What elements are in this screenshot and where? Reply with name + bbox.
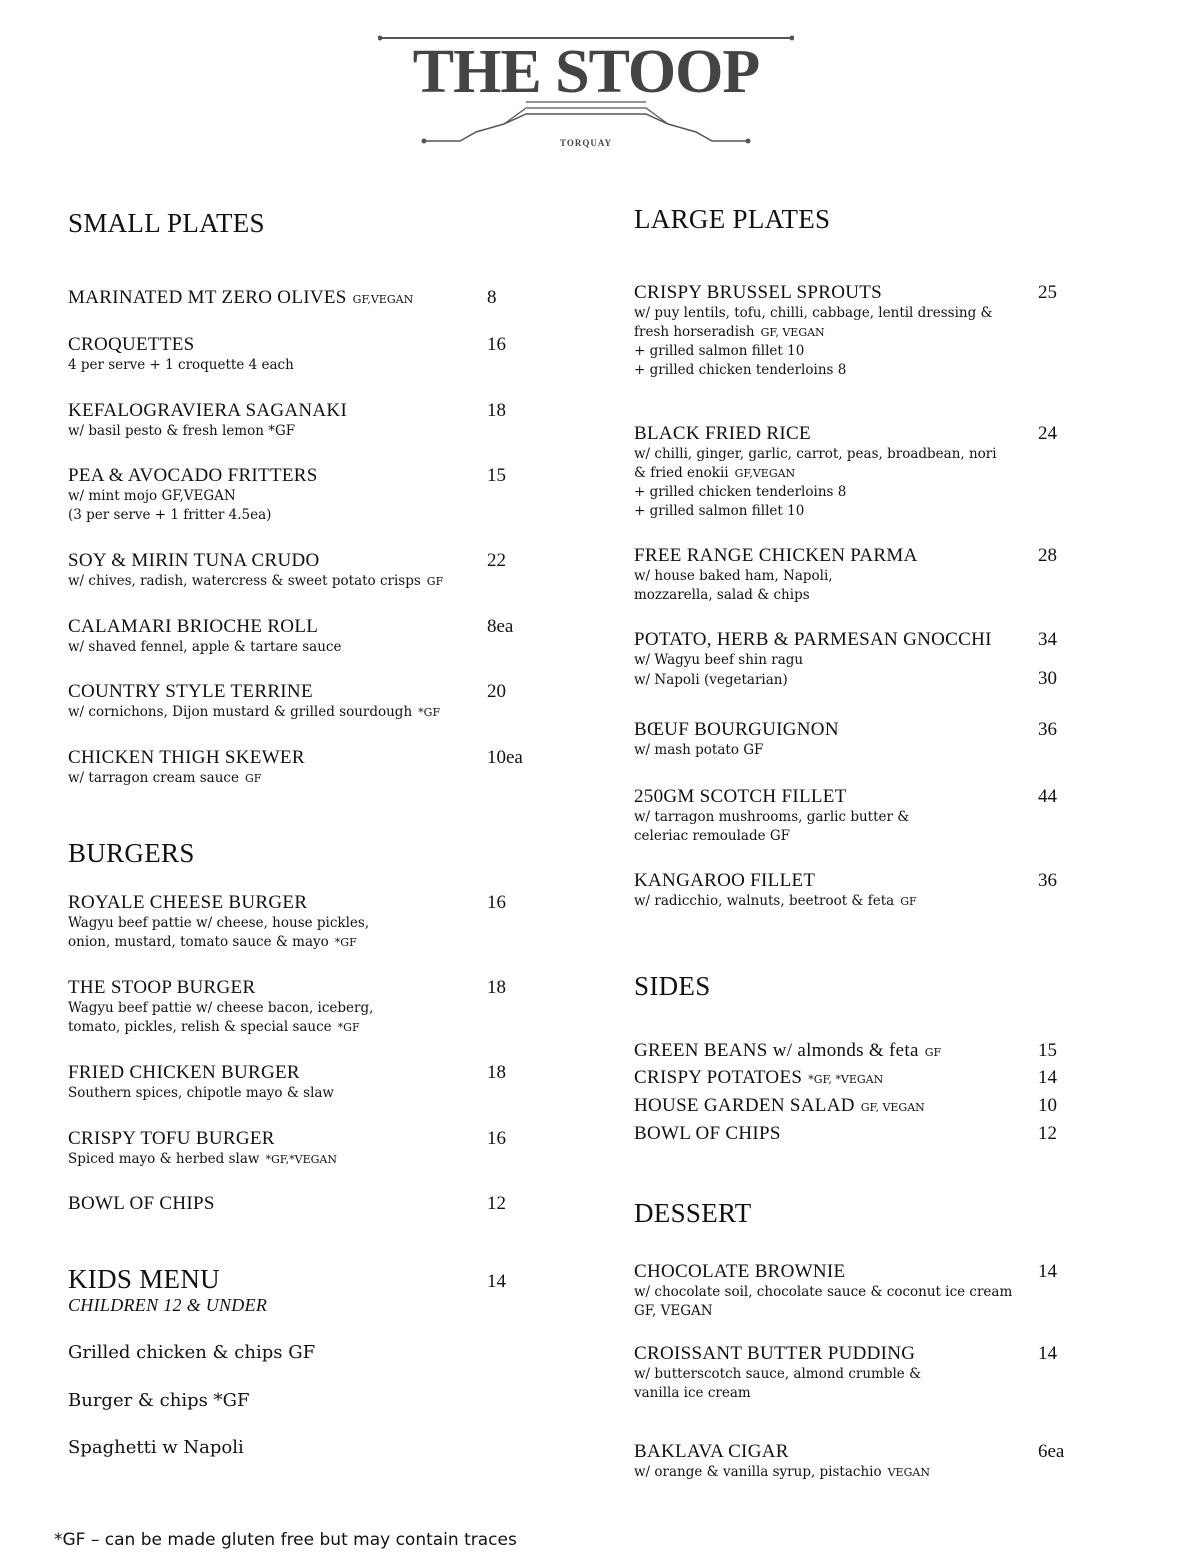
- menu-item: [68, 977, 628, 1037]
- menu-item-description: [634, 567, 1182, 586]
- menu-item-name: [634, 1343, 1182, 1365]
- menu-item-description: [68, 1084, 628, 1103]
- description-text: Wagyu beef pattie w/ cheese, house pickles,: [68, 915, 370, 931]
- description-text: & fried enokii: [634, 465, 729, 481]
- dietary-tag: *GF,*VEGAN: [265, 1153, 337, 1166]
- dietary-tag: GF, VEGAN: [860, 1101, 925, 1114]
- menu-item-name: [68, 747, 628, 769]
- menu-item: [634, 629, 1182, 689]
- description-text: fresh horseradish: [634, 324, 755, 340]
- menu-item-description: [68, 572, 628, 591]
- description-text: w/ house baked ham, Napoli,: [634, 568, 833, 584]
- menu-item: [68, 550, 628, 591]
- description-text: celeriac remoulade GF: [634, 828, 791, 844]
- menu-item-title: CHICKEN THIGH SKEWER: [68, 747, 305, 768]
- menu-item-name: [68, 1062, 628, 1084]
- menu-item-title: ROYALE CHEESE BURGER: [68, 892, 308, 913]
- menu-item-title: BOWL OF CHIPS: [68, 1193, 215, 1214]
- menu-item-description: [68, 1150, 628, 1169]
- menu-item: [634, 719, 1182, 760]
- menu-item-title: CRISPY POTATOES: [634, 1067, 803, 1088]
- menu-item: [68, 1128, 628, 1169]
- menu-item: [634, 282, 1182, 380]
- menu-item: [634, 870, 1182, 911]
- menu-item-title: CROISSANT BUTTER PUDDING: [634, 1343, 916, 1364]
- menu-item: [68, 892, 628, 952]
- menu-item-price: 44: [1038, 786, 1057, 807]
- menu-item-name: [68, 977, 628, 999]
- burgers-heading: BURGERS: [68, 838, 195, 868]
- menu-item-title: FRIED CHICKEN BURGER: [68, 1062, 300, 1083]
- menu-item-title: KEFALOGRAVIERA SAGANAKI: [68, 400, 348, 421]
- description-text: w/ chilli, ginger, garlic, carrot, peas, broadbean, nori: [634, 446, 997, 462]
- menu-item-title: SOY & MIRIN TUNA CRUDO: [68, 550, 320, 571]
- large-plates-heading: LARGE PLATES: [634, 204, 831, 234]
- dietary-tag: *GF, *VEGAN: [808, 1073, 884, 1086]
- menu-item-description: [634, 586, 1182, 605]
- menu-item-description: [68, 914, 628, 933]
- menu-item-price: 25: [1038, 282, 1057, 303]
- menu-item-title: CROQUETTES: [68, 334, 195, 355]
- menu-item-price: 14: [1038, 1261, 1057, 1282]
- menu-item-price: 18: [487, 1062, 506, 1083]
- menu-item-title: MARINATED MT ZERO OLIVES: [68, 287, 347, 308]
- menu-item: [634, 1095, 1182, 1119]
- menu-item: [68, 681, 628, 722]
- description-text: Spiced mayo & herbed slaw: [68, 1151, 260, 1167]
- description-text: 4 per serve + 1 croquette 4 each: [68, 357, 294, 373]
- description-text: (3 per serve + 1 fritter 4.5ea): [68, 507, 272, 523]
- menu-item-price: 8: [487, 287, 497, 308]
- menu-item-description: [634, 342, 1182, 361]
- description-text: w/ butterscotch sauce, almond crumble &: [634, 1366, 922, 1382]
- description-text: w/ chocolate soil, chocolate sauce & coconut ice cream: [634, 1284, 1013, 1300]
- description-text: Wagyu beef pattie w/ cheese bacon, iceberg,: [68, 1000, 374, 1016]
- description-text: w/ puy lentils, tofu, chilli, cabbage, lentil dressing &: [634, 305, 993, 321]
- menu-item-price: 24: [1038, 423, 1057, 444]
- menu-item-name: [634, 629, 1182, 651]
- dietary-tag: VEGAN: [887, 1466, 930, 1479]
- menu-item-description: [634, 323, 1182, 342]
- menu-item-description: [68, 999, 628, 1018]
- menu-item-title: COUNTRY STYLE TERRINE: [68, 681, 313, 702]
- menu-item-description: [68, 638, 628, 657]
- dessert-heading: DESSERT: [634, 1198, 752, 1228]
- kids-item: Burger & chips *GF: [68, 1390, 250, 1411]
- menu-item-description: [634, 445, 1182, 464]
- logo-title: THE STOOP: [412, 38, 760, 106]
- menu-item-title: FREE RANGE CHICKEN PARMA: [634, 545, 918, 566]
- dietary-tag: GF: [900, 895, 917, 908]
- menu-item: [634, 545, 1182, 605]
- menu-item-description: [634, 1365, 1182, 1384]
- menu-item: [634, 786, 1182, 846]
- menu-item-description: [68, 933, 628, 952]
- description-text: w/ Wagyu beef shin ragu: [634, 652, 804, 668]
- kids-item: Spaghetti w Napoli: [68, 1437, 244, 1458]
- menu-item: [68, 465, 628, 525]
- menu-item-price: 12: [1038, 1123, 1057, 1144]
- menu-item-name: [634, 1095, 1182, 1119]
- menu-item-name: [68, 287, 628, 311]
- menu-item-alt-option: w/ Napoli (vegetarian): [634, 672, 788, 688]
- menu-item-title: BŒUF BOURGUIGNON: [634, 719, 839, 740]
- menu-item-description: [634, 741, 1182, 760]
- menu-item-name: [68, 892, 628, 914]
- description-text: w/ shaved fennel, apple & tartare sauce: [68, 639, 342, 655]
- description-text: w/ mash potato GF: [634, 742, 764, 758]
- menu-item-title: CALAMARI BRIOCHE ROLL: [68, 616, 319, 637]
- dietary-tag: GF, VEGAN: [760, 326, 825, 339]
- dietary-tag: GF: [244, 772, 262, 785]
- menu-item-name: [68, 1193, 628, 1215]
- description-text: + grilled salmon fillet 10: [634, 343, 805, 359]
- menu-item-name: [634, 1261, 1182, 1283]
- menu-item: [634, 423, 1182, 521]
- menu-item-name: [68, 616, 628, 638]
- menu-item-title: PEA & AVOCADO FRITTERS: [68, 465, 318, 486]
- dietary-tag: *GF: [418, 706, 441, 719]
- menu-item-name: [68, 1128, 628, 1150]
- menu-item-description: [634, 808, 1182, 827]
- kids-menu-subheading: CHILDREN 12 & UNDER: [68, 1295, 268, 1315]
- menu-item-price: 8ea: [487, 616, 514, 637]
- menu-item-price: 16: [487, 892, 506, 913]
- menu-item-price: 14: [1038, 1343, 1057, 1364]
- dietary-tag: GF: [426, 575, 444, 588]
- kids-item: Grilled chicken & chips GF: [68, 1342, 316, 1363]
- description-text: w/ cornichons, Dijon mustard & grilled sourdough: [68, 704, 413, 720]
- menu-item-price: 6ea: [1038, 1441, 1065, 1462]
- menu-item: [634, 1067, 1182, 1091]
- menu-item-price: 12: [487, 1193, 506, 1214]
- menu-item-name: [634, 1441, 1182, 1463]
- menu-item-price: 10ea: [487, 747, 523, 768]
- menu-item: [68, 1193, 628, 1215]
- menu-item-title: BOWL OF CHIPS: [634, 1123, 781, 1144]
- menu-item: [634, 1123, 1182, 1145]
- menu-item-price: 10: [1038, 1095, 1057, 1116]
- menu-item-name: [634, 1067, 1182, 1091]
- menu-item-name: [68, 400, 628, 422]
- menu-item-price: 15: [1038, 1040, 1057, 1061]
- menu-item-description: [68, 422, 628, 441]
- description-text: mozzarella, salad & chips: [634, 587, 810, 603]
- menu-item-description: [68, 506, 628, 525]
- menu-item-description: [634, 361, 1182, 380]
- menu-item-description: [68, 1018, 628, 1037]
- menu-item-description: [634, 1283, 1182, 1302]
- menu-item-description: [68, 356, 628, 375]
- sides-heading: SIDES: [634, 971, 711, 1001]
- description-text: w/ tarragon cream sauce: [68, 770, 239, 786]
- menu-item-description: [634, 464, 1182, 483]
- menu-item: [68, 334, 628, 375]
- description-text: + grilled chicken tenderloins 8: [634, 484, 847, 500]
- menu-item-title: CRISPY BRUSSEL SPROUTS: [634, 282, 883, 303]
- menu-item-description: [634, 502, 1182, 521]
- dietary-tag: GF,VEGAN: [352, 293, 414, 306]
- description-text: Southern spices, chipotle mayo & slaw: [68, 1085, 334, 1101]
- menu-item-description: [634, 1384, 1182, 1403]
- menu-item-title: GREEN BEANS w/ almonds & feta: [634, 1040, 919, 1061]
- dietary-tag: *GF: [337, 1021, 360, 1034]
- menu-item-description: [634, 827, 1182, 846]
- description-text: w/ chives, radish, watercress & sweet potato crisps: [68, 573, 421, 589]
- menu-item-title: 250GM SCOTCH FILLET: [634, 786, 847, 807]
- menu-item: [634, 1441, 1182, 1482]
- menu-item-name: [68, 465, 628, 487]
- dietary-tag: GF: [924, 1046, 942, 1059]
- menu-item-name: [68, 550, 628, 572]
- kids-menu-price: 14: [487, 1271, 506, 1292]
- description-text: w/ mint mojo GF,VEGAN: [68, 488, 236, 504]
- kids-menu-heading: KIDS MENU: [68, 1264, 220, 1294]
- menu-item-name: [634, 1040, 1182, 1064]
- small-plates-heading: SMALL PLATES: [68, 208, 265, 238]
- menu-item-price: 14: [1038, 1067, 1057, 1088]
- menu-item-description: [68, 487, 628, 506]
- menu-item-title: BLACK FRIED RICE: [634, 423, 811, 444]
- logo-location: TORQUAY: [559, 138, 612, 148]
- menu-item-description: [634, 1302, 1182, 1321]
- menu-item-price: 34: [1038, 629, 1057, 650]
- menu-item-price: 36: [1038, 719, 1057, 740]
- menu-item: [68, 1062, 628, 1103]
- menu-item-name: [634, 786, 1182, 808]
- dietary-tag: *GF: [334, 936, 357, 949]
- menu-item: [68, 616, 628, 657]
- menu-item-price: 16: [487, 334, 506, 355]
- menu-item-name: [68, 334, 628, 356]
- logo: [378, 30, 794, 152]
- description-text: vanilla ice cream: [634, 1385, 751, 1401]
- description-text: w/ tarragon mushrooms, garlic butter &: [634, 809, 910, 825]
- menu-item-title: BAKLAVA CIGAR: [634, 1441, 789, 1462]
- description-text: w/ basil pesto & fresh lemon *GF: [68, 423, 296, 439]
- menu-item-title: CHOCOLATE BROWNIE: [634, 1261, 846, 1282]
- description-text: w/ orange & vanilla syrup, pistachio: [634, 1464, 882, 1480]
- description-text: w/ radicchio, walnuts, beetroot & feta: [634, 893, 895, 909]
- menu-item-name: [634, 870, 1182, 892]
- menu-item-description: [634, 892, 1182, 911]
- menu-item-name: [634, 282, 1182, 304]
- description-text: GF, VEGAN: [634, 1303, 713, 1319]
- menu-item-description: [634, 1463, 1182, 1482]
- menu-item-name: [68, 681, 628, 703]
- menu-item-price: 28: [1038, 545, 1057, 566]
- menu-item-description: [634, 483, 1182, 502]
- dietary-tag: GF,VEGAN: [734, 467, 796, 480]
- menu-item-description: [634, 304, 1182, 323]
- menu-item-price: 20: [487, 681, 506, 702]
- menu-item: [68, 747, 628, 788]
- menu-item-price: 22: [487, 550, 506, 571]
- description-text: + grilled salmon fillet 10: [634, 503, 805, 519]
- menu-item-title: POTATO, HERB & PARMESAN GNOCCHI: [634, 629, 992, 650]
- menu-item: [68, 400, 628, 441]
- menu-item-price: 18: [487, 977, 506, 998]
- gluten-free-footnote: *GF – can be made gluten free but may contain traces: [54, 1530, 517, 1550]
- menu-item-title: KANGAROO FILLET: [634, 870, 816, 891]
- menu-item-price: 16: [487, 1128, 506, 1149]
- menu-item-description: [634, 651, 1182, 670]
- description-text: + grilled chicken tenderloins 8: [634, 362, 847, 378]
- menu-item-alt-price: 30: [1038, 668, 1057, 689]
- menu-item: [634, 1261, 1182, 1321]
- menu-item-title: THE STOOP BURGER: [68, 977, 256, 998]
- menu-item-name: [634, 423, 1182, 445]
- menu-item-name: [634, 719, 1182, 741]
- menu-item: [634, 1343, 1182, 1403]
- menu-item-price: 15: [487, 465, 506, 486]
- description-text: tomato, pickles, relish & special sauce: [68, 1019, 332, 1035]
- menu-item-name: [634, 1123, 1182, 1145]
- menu-item: [634, 1040, 1182, 1064]
- menu-item-price: 18: [487, 400, 506, 421]
- menu-item-title: CRISPY TOFU BURGER: [68, 1128, 275, 1149]
- menu-item-title: HOUSE GARDEN SALAD: [634, 1095, 855, 1116]
- menu-item-price: 36: [1038, 870, 1057, 891]
- menu-item: [68, 287, 628, 311]
- menu-item-description: [68, 769, 628, 788]
- description-text: onion, mustard, tomato sauce & mayo: [68, 934, 329, 950]
- menu-item-description: [68, 703, 628, 722]
- menu-item-name: [634, 545, 1182, 567]
